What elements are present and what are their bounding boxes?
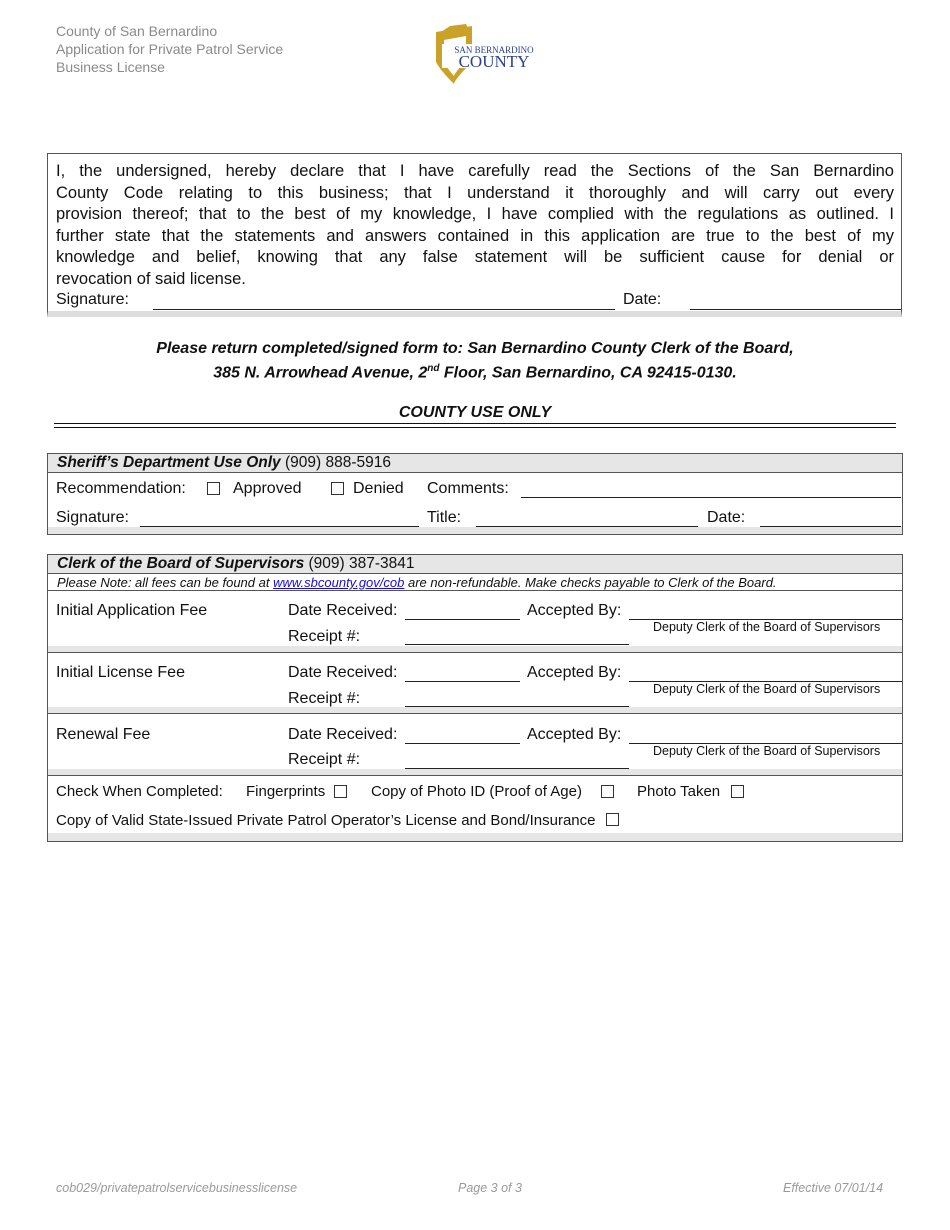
date-received-label: Date Received:: [288, 726, 398, 743]
date-received-label: Date Received:: [288, 602, 398, 619]
date-received-field[interactable]: [405, 743, 520, 744]
sheriff-date-field[interactable]: [760, 526, 901, 527]
logo-top-text: SAN BERNARDINO: [454, 45, 534, 55]
sheriff-signature-field[interactable]: [140, 526, 419, 527]
sheriff-header: [57, 454, 391, 472]
clerk-title: Clerk of the Board of Supervisors: [57, 555, 305, 572]
footer-effective-date: Effective 07/01/14: [783, 1181, 884, 1195]
comments-field[interactable]: [521, 497, 901, 498]
date-received-field[interactable]: [405, 681, 520, 682]
receipt-label: Receipt #:: [288, 751, 361, 768]
header-license: Business License: [56, 59, 165, 75]
declaration-signature-label: Signature:: [56, 291, 129, 308]
sheriff-title-field[interactable]: [476, 526, 698, 527]
denied-checkbox[interactable]: [331, 482, 344, 495]
row-separator: [48, 646, 902, 653]
row-separator: [48, 707, 902, 714]
footer-form-id: cob029/privatepatrolservicebusinesslicense: [56, 1181, 298, 1195]
clerk-phone: (909) 387-3841: [308, 555, 415, 572]
declaration-line: I, the undersigned, hereby declare that I have carefully read the Sections of the San Bernardino: [56, 162, 894, 180]
declaration-line: provision thereof; that to the best of my knowledge, I have complied with the regulations as outlined. I: [56, 205, 894, 223]
header-application: Application for Private Patrol Service: [56, 41, 284, 57]
declaration-text: [56, 161, 894, 290]
fee-name: Initial Application Fee: [56, 602, 208, 619]
deputy-caption: Deputy Clerk of the Board of Supervisors: [653, 682, 881, 696]
declaration-line: knowledge and belief, knowing that any false statement will be sufficient cause for denial or: [56, 248, 894, 266]
header-county: County of San Bernardino: [56, 23, 218, 39]
accepted-by-label: Accepted By:: [527, 726, 622, 743]
comments-label: Comments:: [427, 480, 509, 497]
sheriff-title-label: Title:: [427, 509, 462, 526]
sheriff-footer-bar: [48, 527, 902, 534]
photo-id-label: Copy of Photo ID (Proof of Age): [371, 783, 582, 800]
declaration-line: revocation of said license.: [56, 269, 246, 288]
denied-label: Denied: [353, 480, 404, 497]
return-address-b: Floor, San Bernardino, CA 92415-0130.: [439, 364, 737, 382]
sheriff-signature-label: Signature:: [56, 509, 129, 526]
note-divider: [48, 590, 902, 591]
accepted-by-label: Accepted By:: [527, 664, 622, 681]
approved-label: Approved: [233, 480, 302, 497]
row-separator: [48, 769, 902, 776]
fee-link[interactable]: www.sbcounty.gov/cob: [273, 575, 405, 590]
receipt-label: Receipt #:: [288, 690, 361, 707]
license-label: Copy of Valid State-Issued Private Patrol Operator’s License and Bond/Insurance: [56, 812, 596, 829]
fingerprints-label: Fingerprints: [246, 783, 326, 800]
recommendation-label: Recommendation:: [56, 480, 186, 497]
date-received-label: Date Received:: [288, 664, 398, 681]
fee-note-b: are non-refundable. Make checks payable to Clerk of the Board.: [404, 575, 777, 590]
footer-page-number: Page 3 of 3: [458, 1181, 522, 1195]
divider-rule: [54, 423, 896, 424]
return-address-a: 385 N. Arrowhead Avenue, 2: [213, 364, 428, 382]
declaration-date-field[interactable]: [690, 309, 901, 310]
return-notice-line2: [0, 359, 950, 383]
sheriff-phone: (909) 888-5916: [284, 454, 391, 471]
fee-note-a: Please Note: all fees can be found at: [57, 575, 274, 590]
photo-id-checkbox[interactable]: [601, 785, 614, 798]
sheriff-title: Sheriff’s Department Use Only: [57, 454, 281, 471]
approved-checkbox[interactable]: [207, 482, 220, 495]
county-logo: [432, 22, 548, 88]
fingerprints-checkbox[interactable]: [334, 785, 347, 798]
receipt-field[interactable]: [405, 644, 629, 645]
fee-name: Initial License Fee: [56, 664, 185, 681]
license-checkbox[interactable]: [606, 813, 619, 826]
declaration-signature-field[interactable]: [153, 309, 615, 310]
logo-bottom-text: COUNTY: [458, 52, 530, 71]
receipt-label: Receipt #:: [288, 628, 361, 645]
photo-taken-checkbox[interactable]: [731, 785, 744, 798]
sheriff-date-label: Date:: [707, 509, 746, 526]
divider-rule: [54, 427, 896, 428]
photo-taken-label: Photo Taken: [637, 783, 721, 800]
return-address-sup: nd: [427, 363, 440, 374]
return-notice-line1: Please return completed/signed form to: San Bernardino County Clerk of the Board,: [156, 340, 794, 357]
county-use-only-heading: COUNTY USE ONLY: [398, 404, 552, 421]
form-header: [56, 22, 283, 76]
check-completed-label: Check When Completed:: [56, 783, 223, 800]
accepted-by-label: Accepted By:: [527, 602, 622, 619]
deputy-caption: Deputy Clerk of the Board of Supervisors: [653, 620, 881, 634]
date-received-field[interactable]: [405, 619, 520, 620]
fee-name: Renewal Fee: [56, 726, 151, 743]
clerk-footer-bar: [48, 833, 902, 841]
declaration-line: County Code relating to this business; that I understand it thoroughly and will carry out every: [56, 183, 894, 202]
declaration-date-label: Date:: [623, 291, 662, 308]
fee-note: [57, 575, 777, 590]
clerk-header: [57, 555, 415, 573]
declaration-line: further state that the statements and answers contained in this application are true to the best of my: [56, 226, 894, 245]
deputy-caption: Deputy Clerk of the Board of Supervisors: [653, 744, 881, 758]
